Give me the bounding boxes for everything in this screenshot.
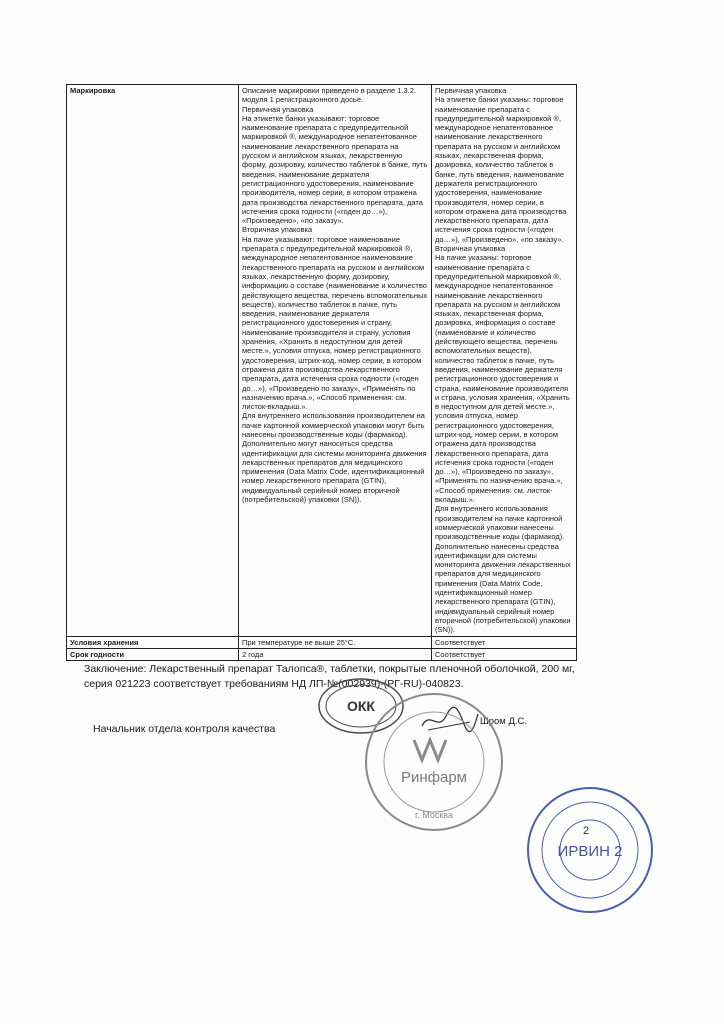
spec-cell: При температуре не выше 25°С. bbox=[239, 636, 432, 648]
result-text: На этикетке банки указаны: торговое наименование препарата с предупредительной маркировкой ®, международное непатентованное наименование лекарственного препарата на русском и английском языках, лекарственная форма, дозировка, количество таблеток в банке, путь введения, наименование держателя регистрационного удостоверения, наименование производителя, номер серии, в котором отражена дата производства лекарственного препарата, дата истечения срока годности («годен до…»), «Произведено», «по заказу». bbox=[435, 95, 567, 244]
signatory-name: Шром Д.С. bbox=[480, 716, 528, 727]
spec-cell bbox=[239, 85, 432, 637]
row-label: Срок годности bbox=[67, 648, 239, 660]
spec-text: Вторичная упаковка bbox=[242, 225, 313, 235]
spec-cell: 2 года bbox=[239, 648, 432, 660]
result-text: Вторичная упаковка bbox=[435, 244, 506, 254]
table-row bbox=[67, 648, 577, 660]
spec-text: На пачке указывают: торговое наименование препарата с предупредительной маркировкой ®, международное непатентованное наименование лекарственного препарата на русском и английском языках, лекарственную форму, дозировку, информацию о составе (наименование и количество действующего вещества, перечень вспомогательных веществ), количество таблеток в пачке, путь введения, наименование держателя регистрационного удостоверения и страну, наименование производителя и страну, условия хранения, «Хранить в недоступном для детей месте.», условия отпуска, номер регистрационного удостоверения, штрих-код, номер серии, в котором отражена дата производства лекарственного препарата, дата истечения срока годности («годен до…»), «Произведено по заказу», «Применять по назначению врача.», «Способ применения: см. листок-вкладыш.». bbox=[242, 234, 428, 412]
table-row bbox=[67, 636, 577, 648]
spec-text: Описание маркировки приведено в разделе 1.3.2. модуля 1 регистрационного досье. bbox=[242, 86, 417, 105]
company-stamp-name: Ринфарм bbox=[400, 769, 468, 786]
result-cell bbox=[432, 85, 577, 637]
company-round-stamp bbox=[362, 690, 506, 834]
result-text: На пачке указаны: торговое наименование препарата с предупредительной маркировкой ®, международное непатентованное наименование лекарственного препарата на русском и английском языках, лекарственная форма, дозировка, информация о составе (наименование и количество действующего вещества, перечень вспомогательных веществ), количество таблеток в пачке, путь введения, наименование держателя регистрационного удостоверения и страна, наименование производителя и страна, условия хранения, «Хранить в недоступном для детей месте.», условия отпуска, номер регистрационного удостоверения, штрих-код, номер серии, в котором отражена дата производства лекарственного препарата, дата истечения срока годности («годен до…»), «Произведено по заказу», «Применять по назначению врача.», «Способ применения: см. листок-вкладыш.». bbox=[435, 253, 570, 505]
result-text: Для внутреннего использования производителем на пачке картонной коммерческой упаковки нанесены производственные коды (фармакод). bbox=[435, 504, 565, 542]
result-cell: Соответствует bbox=[432, 648, 577, 660]
page-number: 2 bbox=[582, 825, 590, 837]
spec-text: Дополнительно могут наноситься средства идентификации для системы мониторинга движения лекарственных препаратов для медицинского применения (Data Matrix Code, идентификационный номер лекарственного препарата (GTIN), индивидуальный серийный номер вторичной (потребительской) упаковки (SN)). bbox=[242, 439, 427, 505]
row-label: Условия хранения bbox=[67, 636, 239, 648]
row-label: Маркировка bbox=[67, 85, 239, 637]
spec-text: Для внутреннего использования производителем на пачке картонной коммерческой упаковки могут быть нанесены производственные коды (фармакод). bbox=[242, 411, 425, 439]
spec-text: Первичная упаковка bbox=[242, 104, 314, 114]
table-row bbox=[67, 85, 577, 637]
okk-stamp-text: ОКК bbox=[347, 698, 375, 714]
irvin-round-stamp bbox=[524, 784, 656, 916]
result-cell: Соответствует bbox=[432, 636, 577, 648]
conclusion-text: Заключение: Лекарственный препарат Талопса®, таблетки, покрытые пленочной оболочкой, 200 мг, серия 021223 соответствует требованиям НД ЛП-№(002939)-(РГ-RU)-040823. bbox=[84, 663, 575, 690]
company-stamp-city: г. Москва bbox=[415, 810, 453, 820]
specification-table bbox=[66, 84, 577, 661]
irvin-stamp-text: ИРВИН 2 bbox=[557, 843, 623, 860]
result-text: Первичная упаковка bbox=[435, 86, 507, 95]
spec-text: На этикетке банки указывают: торговое наименование препарата с предупредительной маркировкой ®, международное непатентованное наименование лекарственного препарата на русском и английском языках, лекарственную форму, дозировку, количество таблеток в банке, путь введения, наименование держателя регистрационного удостоверения, наименование производителя, номер серии, в котором отражена дата производства лекарственного препарата, дата истечения срока годности («годен до…»), «Произведено», «по заказу». bbox=[242, 113, 428, 226]
signatory-position: Начальник отдела контроля качества bbox=[93, 723, 276, 735]
result-text: Дополнительно нанесены средства идентификации для системы мониторинга движения лекарственных препаратов для медицинского применения (Data Matrix Code, идентификационный номер лекарственного препарата (GTIN), индивидуальный серийный номер вторичной (потребительской) упаковки (SN)). bbox=[435, 541, 571, 635]
